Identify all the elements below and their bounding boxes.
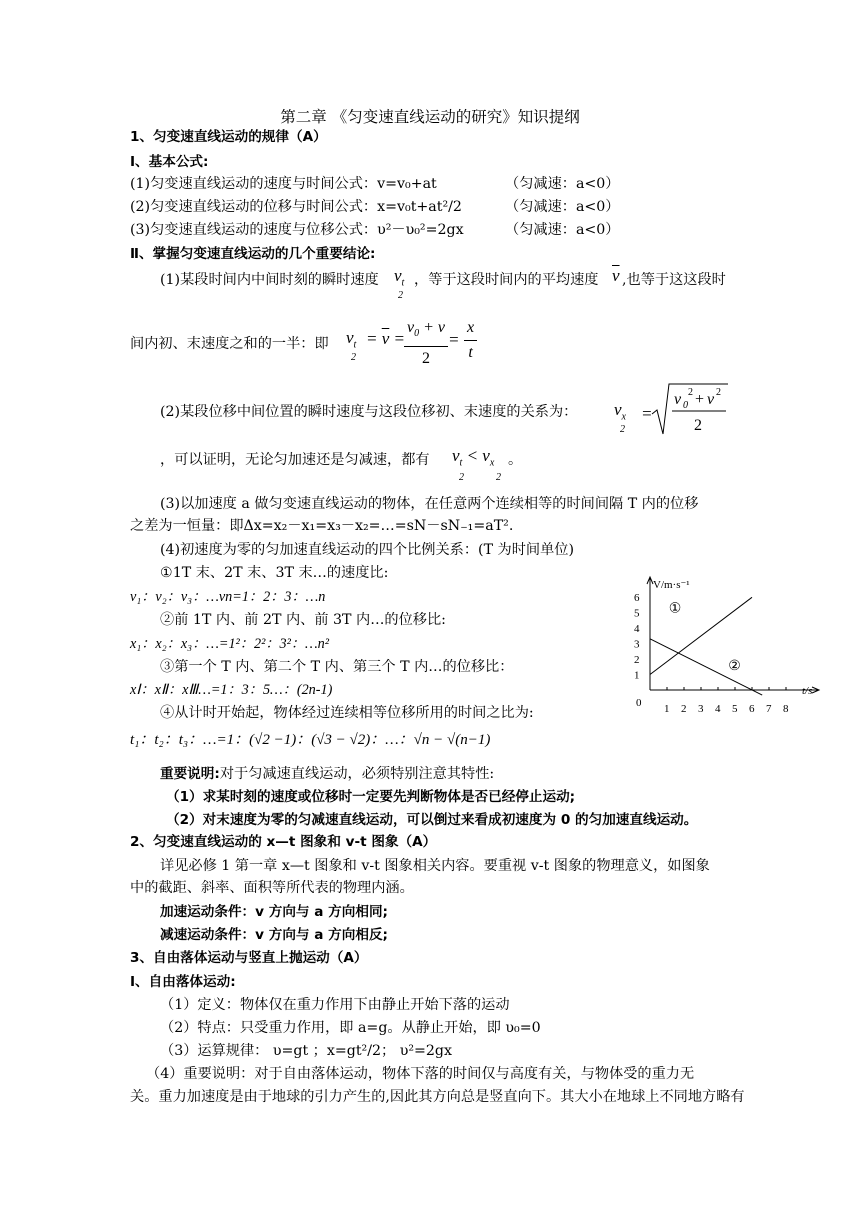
svg-text:v: v [707,391,715,408]
x-tick-label: 5 [732,703,738,715]
conclusion-4: (4)初速度为零的匀加速直线运动的四个比例关系：(T 为时间单位) [160,542,575,558]
equals-sign: = [448,330,460,349]
inequality: $v_t < v_x$ [452,446,495,469]
svg-text:+: + [695,391,705,408]
note-2: （2）对末速度为零的匀减速直线运动，可以倒过来看成初速度为 0 的匀加速直线运动。 [166,812,698,828]
y-tick-label: 3 [634,638,640,651]
fraction-x-over-t: $\frac{x}{t}$ [464,316,477,365]
free-fall-note-b: 关。重力加速度是由于地球的引力产生的,因此其方向总是竖直向下。其大小在地球上不同地方略有 [130,1089,745,1105]
section1-heading: 1、匀变速直线运动的规律（A） [130,129,327,145]
page-title: 第二章 《匀变速直线运动的研究》知识提纲 [280,108,580,126]
y-tick-label: 5 [634,607,640,620]
free-fall-heading: Ⅰ、自由落体运动: [130,974,236,990]
svg-text:v: v [674,391,682,408]
conclusion-1-b: ，等于这段时间内的平均速度 [414,272,599,288]
x-tick-label: 4 [715,703,721,715]
important-note-label: 重要说明: [160,766,220,782]
formula-2-note: （匀减速：a<0） [505,199,620,215]
series-2-label: ② [728,658,741,674]
svg-text:2: 2 [688,387,693,398]
conclusion-3-b: 之差为一恒量：即Δx=x₂－x₁=x₃－x₂=…=sN－sN₋₁=aT². [130,518,514,534]
ratio-4: ④从计时开始起，物体经过连续相等位移所用的时间之比为: [160,705,534,721]
v-mid-position-symbol: $v_x$ [614,400,626,423]
svg-text:0: 0 [683,400,688,411]
equation-mid-velocity: $v_t$ [346,328,357,351]
equals-sign-2: = [641,404,653,423]
y-tick-label: 1 [634,669,640,682]
inequality-sub-t: 2 [459,472,464,483]
acceleration-condition: 加速运动条件：v 方向与 a 方向相同; [160,904,388,920]
inequality-sub-x: 2 [496,472,501,483]
x-tick-label: 7 [766,703,772,715]
deceleration-condition: 减速运动条件：v 方向与 a 方向相反; [160,927,388,943]
x-tick-label: 8 [783,703,789,715]
v-average-symbol: $\overline{v}$ [612,266,620,285]
x-tick-label: 3 [698,703,704,715]
ratio-4-value: t₁：t₂：t₃：…=1：(√2 −1)：(√3 − √2)：…：√n − √(n−1) [130,732,491,748]
y-axis-label: V/m·s⁻¹ [653,579,690,591]
ratio-1: ①1T 末、2T 末、3T 末…的速度比: [160,565,389,581]
fraction-v0-plus-v: $\frac{v_0 + v}{2}$ [404,316,448,371]
section3-heading: 3、自由落体运动与竖直上抛运动（A） [130,950,368,966]
important-note [160,764,494,784]
v-mid-time-symbol: $v_t$ [394,266,405,289]
free-fall-definition: （1）定义：物体仅在重力作用下由静止开始下落的运动 [160,997,510,1013]
conclusion-1-d: 间内初、末速度之和的一半：即 [130,336,329,352]
free-fall-note-a: （4）重要说明：对于自由落体运动，物体下落的时间仅与高度有关，与物体受的重力无 [146,1066,695,1082]
formula-3-note: （匀减速：a<0） [505,222,620,238]
note-1: （1）求某时刻的速度或位移时一定要先判断物体是否已经停止运动; [166,789,576,805]
conclusion-2-c: 。 [508,452,523,468]
x-tick-label: 6 [749,703,755,715]
equation-mid-part: = $\overline{v}$ = [366,329,406,348]
svg-text:2: 2 [716,387,721,398]
formula-1: (1)匀变速直线运动的速度与时间公式：v=v₀+at [130,176,437,192]
sqrt-formula [650,380,730,438]
free-fall-feature: （2）特点：只受重力作用，即 a=g。从静止开始，即 υ₀=0 [160,1020,541,1036]
conclusions-heading: Ⅱ、掌握匀变速直线运动的几个重要结论: [130,246,376,262]
free-fall-rules: （3）运算规律： υ=gt ；x=gt²/2； υ²=2gx [160,1043,453,1059]
conclusion-1-a: (1)某段时间内中间时刻的瞬时速度 [160,272,379,288]
ratio-2-value: x₁：x₂：x₃：…=1²：2²：3²：…n² [130,636,330,652]
ratio-2: ②前 1T 内、前 2T 内、前 3T 内…的位移比: [160,612,446,628]
formula-1-note: （匀减速：a<0） [505,176,620,192]
series-1-label: ① [668,601,682,617]
section2-heading: 2、匀变速直线运动的 x—t 图象和 v-t 图象（A） [130,834,437,850]
v-t-graph [630,570,830,720]
formula-2: (2)匀变速直线运动的位移与时间公式：x=v₀t+at²/2 [130,199,462,215]
origin-label: 0 [636,697,642,709]
x-tick-label: 2 [681,703,687,715]
conclusion-2-b: ，可以证明，无论匀加速还是匀减速，都有 [160,452,430,468]
x-tick-label: 1 [664,703,670,715]
conclusion-2-a: (2)某段位移中间位置的瞬时速度与这段位移初、末速度的关系为： [160,404,578,420]
x-axis-label: t/s [802,685,813,697]
v-mid-time-sub: 2 [398,290,403,301]
formula-3: (3)匀变速直线运动的速度与位移公式：υ²－υ₀²=2gx [130,222,464,238]
v-mid-position-sub: 2 [620,424,625,435]
conclusion-3-a: (3)以加速度 a 做匀变速直线运动的物体，在任意两个连续相等的时间间隔 T 内的位移 [160,496,699,512]
section2-paragraph-2: 中的截距、斜率、面积等所代表的物理内涵。 [130,880,414,896]
y-tick-label: 4 [634,623,640,635]
series-line-2 [650,639,762,695]
important-note-text: 对于匀减速直线运动，必须特别注意其特性: [219,766,495,782]
section2-paragraph-1: 详见必修 1 第一章 x—t 图象和 v-t 图象相关内容。要重视 v-t 图象的物理意义，如图象 [160,858,710,874]
ratio-1-value: v₁：v₂：v₃：…vn=1：2：3：…n [130,589,326,605]
basic-formulas-heading: Ⅰ、基本公式: [130,154,209,170]
conclusion-1-c: ,也等于这这段时 [622,272,726,288]
equation-sub: 2 [351,352,356,363]
svg-text:2: 2 [694,417,702,434]
ratio-3: ③第一个 T 内、第二个 T 内、第三个 T 内…的位移比： [160,659,514,675]
ratio-3-value: xⅠ：xⅡ：xⅢ…=1：3：5…：(2n-1) [130,682,333,698]
y-tick-label: 2 [634,654,640,666]
y-tick-label: 6 [634,592,640,604]
